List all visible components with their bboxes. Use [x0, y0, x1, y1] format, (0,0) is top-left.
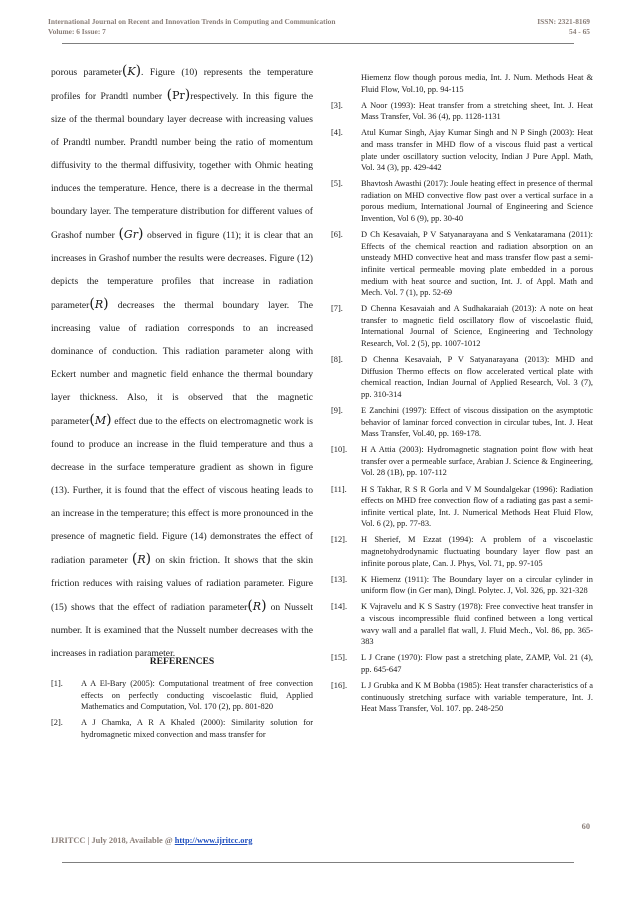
- reference-item: [331, 100, 593, 123]
- reference-number: [2].: [51, 718, 63, 728]
- reference-text: A A El-Bary (2005): Computational treatment of free convection effects on perfectly conducting viscoelastic fluid, Applied Mathematics and Computation, Vol. 170 (2), pp. 801-820: [81, 679, 313, 712]
- reference-number: [3].: [331, 100, 343, 110]
- reference-number: [8].: [331, 355, 343, 365]
- reference-text: A J Chamka, A R A Khaled (2000): Similarity solution for hydromagnetic mixed convection and mass transfer for: [81, 718, 313, 739]
- header-rule: [62, 43, 574, 44]
- reference-number: [13].: [331, 574, 348, 584]
- symbol-R: R: [252, 600, 262, 613]
- reference-text: Atul Kumar Singh, Ajay Kumar Singh and N P Singh (2003): Heat and mass transfer in MHD flow of a viscous fluid past a vertical plate under oscillatory suction velocity, Indian J Pure Appl. Math, Vol. 34 (3), pp. 429-442: [361, 128, 593, 173]
- reference-item: [331, 574, 593, 597]
- reference-item: [331, 178, 593, 224]
- reference-number: [12].: [331, 535, 348, 545]
- reference-item: [331, 444, 593, 479]
- reference-number: [9].: [331, 405, 343, 415]
- symbol-Gr: Gr: [123, 228, 138, 241]
- reference-item: [331, 534, 593, 569]
- footer-link[interactable]: http://www.ijritcc.org: [174, 836, 253, 845]
- reference-text: L J Grubka and K M Bobba (1985): Heat transfer characteristics of a continuously stretching surface with variable temperature, Int. J. Heat Mass Transfer, Vol. 107. pp. 248-250: [361, 680, 593, 714]
- running-header-line-2: [48, 27, 590, 36]
- reference-text: H A Attia (2003): Hydromagnetic stagnation point flow with heat transfer over a permeable surface, Arabian J. Science & Engineering, Vol. 28 (1B), pp. 107-112: [361, 445, 593, 478]
- references-list-right: [331, 72, 593, 719]
- page-range: 54 - 65: [569, 27, 590, 36]
- reference-text: K Hiemenz (1911): The Boundary layer on a circular cylinder in uniform flow (in Ger man), Dingl. Polytec. J, Vol. 326, pp. 321-328: [361, 574, 593, 596]
- page-number: 60: [581, 822, 590, 831]
- reference-number: [10].: [331, 445, 348, 455]
- journal-title: International Journal on Recent and Innovation Trends in Computing and Communication: [48, 17, 336, 26]
- reference-text: H Sherief, M Ezzat (1994): A problem of a viscoelastic magnetohydrodynamic fluctuating boundary layer flow past an infinite porous plate, Can. J. Phys, Vol. 71, pp. 97-105: [361, 535, 593, 568]
- reference-text: Hiemenz flow though porous media, Int. J. Num. Methods Heat & Fluid Flow, Vol.10, pp. 94-115: [361, 73, 593, 94]
- references-list-left: [51, 678, 313, 745]
- reference-continuation: [331, 72, 593, 95]
- reference-number: [4].: [331, 128, 343, 138]
- footer-rule: [62, 862, 574, 863]
- symbol-Pr: Pr: [172, 89, 185, 102]
- reference-number: [1].: [51, 679, 63, 688]
- reference-number: [11].: [331, 484, 347, 494]
- running-header-line-1: [48, 17, 590, 26]
- reference-text: L J Crane (1970): Flow past a stretching plate, ZAMP, Vol. 21 (4), pp. 645-647: [361, 653, 593, 674]
- reference-text: D Chenna Kesavaiah and A Sudhakaraiah (2013): A note on heat transfer to magnetic field oscillatory flow of viscoelastic fluid, International Journal of Science, Engineering and Technology Research, Vol. 2 (5), pp. 1007-1012: [361, 304, 593, 348]
- reference-number: [15].: [331, 653, 348, 663]
- reference-item: [331, 127, 593, 173]
- reference-item: [331, 484, 593, 530]
- reference-item: [331, 652, 593, 675]
- footer-text: IJRITCC | July 2018, Available @: [51, 836, 175, 845]
- reference-item: [331, 229, 593, 299]
- reference-item: [331, 680, 593, 715]
- symbol-M: M: [94, 414, 107, 427]
- reference-item: [331, 354, 593, 400]
- symbol-R: R: [94, 298, 104, 311]
- references-heading: REFERENCES: [149, 656, 215, 667]
- body-column-left: [51, 60, 313, 665]
- volume-issue: Volume: 6 Issue: 7: [48, 27, 106, 36]
- body-paragraph: porous parameter(K). Figure (10) represents the temperature profiles for Prandtl number (Pr)respectively. In this figure the size of the thermal boundary layer decrease with increasing values of Prandtl number. Prandtl number being the ratio of momentum diffusivity to the thermal diffusivity, together with Ohmic heating induces the temperature. Hence, there is a decrease in the thermal boundary layer. The temperature distribution for different values of Grashof number (Gr) observed in figure (11); it is clear that an increases in Grashof number the results were decreases. Figure (12) depicts the temperature profiles that increase in radiation parameter(R) decreases the thermal boundary layer. The increasing value of radiation corresponds to an increased dominance of conduction. This radiation parameter along with Eckert number and magnetic field enhance the thermal boundary layer thickness. Also, it is observed that the magnetic parameter(M) effect due to the effects on electromagnetic work is found to produce an increase in the fluid temperature and thus a decrease in the surface temperature gradient as shown in figure (13). Further, it is found that the effect of viscous heating leads to an increase in the temperature; this effect is more pronounced in the presence of magnetic field. Figure (14) demonstrates the effect of radiation parameter (R) on skin friction. It shows that the skin friction reduces with raising values of radiation parameter. Figure (15) shows that the effect of radiation parameter(R) on Nusselt number. It is examined that the Nusselt number decreases with the increases in radiation parameter.: [51, 63, 314, 659]
- reference-text: E Zanchini (1997): Effect of viscous dissipation on the asymptotic behavior of laminar forced convection in circular tubes, Int. J. Heat Mass Transfer, Vol.40, pp. 169-178.: [361, 405, 593, 439]
- footer: [51, 836, 252, 845]
- reference-item: [331, 601, 593, 647]
- reference-number: [6].: [331, 230, 343, 240]
- reference-number: [7].: [331, 304, 343, 314]
- reference-item: [51, 678, 313, 713]
- reference-item: [331, 303, 593, 349]
- reference-text: A Noor (1993): Heat transfer from a stretching sheet, Int. J. Heat Mass Transfer, Vol. 36 (4), pp. 1128-1131: [361, 100, 593, 122]
- symbol-K: K: [127, 65, 136, 78]
- reference-number: [16].: [331, 680, 348, 690]
- reference-text: Bhavtosh Awasthi (2017): Joule heating effect in presence of thermal radiation on MHD convective flow past over a vertical surface in a porous medium, International Journal of Engineering and Science Invention, Vol 6 (9), pp. 30-40: [361, 179, 593, 224]
- reference-number: [5].: [331, 179, 343, 189]
- reference-number: [14].: [331, 602, 348, 612]
- symbol-R: R: [137, 553, 146, 566]
- reference-text: H S Takhar, R S R Gorla and V M Soundalgekar (1996): Radiation effects on MHD free convection flow of a radiating gas past a semi-infinite vertical plate, Int. J. Numerical Methods Heat Fluid Flow, Vol. 6 (2), pp. 77-83.: [361, 484, 593, 529]
- reference-text: K Vajravelu and K S Sastry (1978): Free convective heat transfer in a viscous incompressible fluid confined between a long vertical wavy wall and a parallel flat wall, J. Fluid Mech., Vol. 86, pp. 365-383: [361, 602, 593, 647]
- reference-text: D Chenna Kesavaiah, P V Satyanarayana (2013): MHD and Diffusion Thermo effects on flow accelerated vertical plate with chemical reaction, Indian Journal of Applied Research, Vol. 3 (7), pp. 310-314: [361, 355, 593, 399]
- reference-item: [331, 405, 593, 440]
- reference-text: D Ch Kesavaiah, P V Satyanarayana and S Venkataramana (2011): Effects of the chemical reaction and radiation absorption on an unsteady MHD convective heat and mass transfer flow past a semi-infinite vertical permeable moving plate embedded in a porous medium with heat source and suction, Int. J. of Appl. Math and Mech. Vol. 7 (1), pp. 52-69: [361, 230, 593, 298]
- reference-item: [51, 717, 313, 740]
- issn: ISSN: 2321-8169: [537, 17, 590, 26]
